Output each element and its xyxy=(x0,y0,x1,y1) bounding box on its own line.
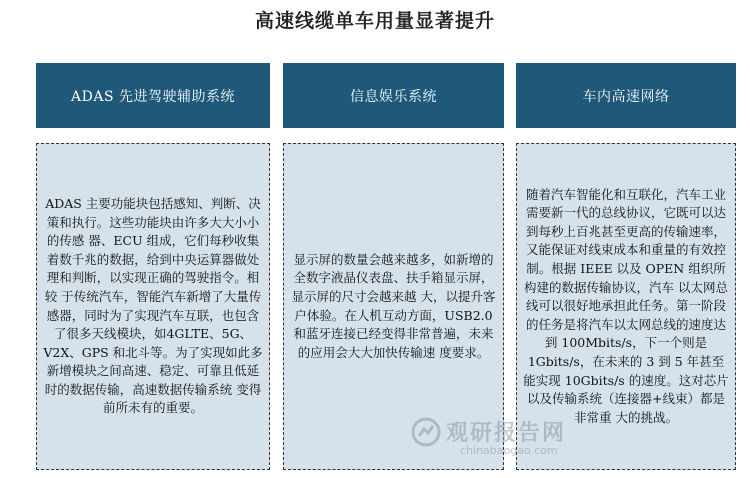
header-infotainment xyxy=(283,63,504,128)
header-adas xyxy=(36,63,270,128)
card-adas xyxy=(36,143,270,470)
header-adas-label: ADAS 先进驾驶辅助系统 xyxy=(71,88,235,105)
header-network-label: 车内高速网络 xyxy=(582,88,670,105)
page-title: 高速线缆单车用量显著提升 xyxy=(254,10,495,32)
card-infotainment xyxy=(283,143,504,470)
card-network-text: 随着汽车智能化和互联化，汽车工业需要新一代的总线协议，它既可以达到每秒上百兆甚至更高的传输速率，又能保证对线束成本和重量的有效控制。根据 IEEE 以及 OPEN 组织所构建的数据传输协议，汽车 以太网总线可以很好地承担此任务。第一阶段的任务是将汽车以太网总线的速度达到 100Mbits/s，下一个则是 1Gbits/s，在未来的 3 到 5 年甚至能实现 10Gbits/s 的速度。这对芯片以及传输系统（连接器+线束）都是非常重 大的挑战。 xyxy=(523,186,729,425)
watermark-en: chinabaogao.com xyxy=(460,444,558,457)
watermark-cn: 观研报告网 xyxy=(446,421,567,446)
card-infotainment-text: 显示屏的数量会越来越多，如新增的全数字液晶仪表盘、扶手箱显示屏，显示屏的尺寸会越来越 大，以提升客户体验。在人机互动方面，USB2.0 和蓝牙连接已经变得非常普遍，未来的应用会大大加快传输速 度要求。 xyxy=(291,251,496,360)
header-infotainment-label: 信息娱乐系统 xyxy=(350,88,437,105)
header-network xyxy=(516,63,736,128)
card-adas-text: ADAS 主要功能块包括感知、判断、决策和执行。这些功能块由许多大大小小的传感 器、ECU 组成，它们每秒收集着数千兆的数据，给到中央运算器做处理和判断，以实现正确的驾驶指令。相较 于传统汽车，智能汽车新增了大量传感器，同时为了实现汽车互联，也包含了很多天线模块，如4GLTE、5G、 V2X、GPS 和北斗等。为了实现如此多新增模块之间高速、稳定、可靠且低延时的数据传输，高速数据传输系统 变得前所未有的重要。 xyxy=(43,195,263,416)
card-network xyxy=(516,143,736,470)
